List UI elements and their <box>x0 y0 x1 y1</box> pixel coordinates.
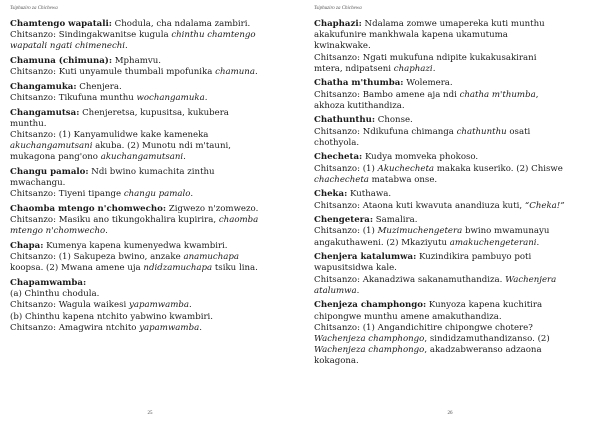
entry-chapa <box>10 241 286 275</box>
sense-b: (b) Chinthu kapena ntchito yabwino kwambiri. <box>10 311 214 322</box>
sense-a: (a) Chinthu chodula. <box>10 289 100 300</box>
headword: Cheka: <box>314 189 348 200</box>
example-text: angakuthaweni. (2) Mkaziyutu <box>314 237 450 248</box>
definition: Chodula, cha ndalama zambiri. <box>111 19 251 29</box>
example-text: . <box>199 322 202 333</box>
headword: Changamutsa: <box>10 107 80 118</box>
example-term: akuchangamutsani <box>10 141 93 152</box>
running-header: Tsiphuziro za Chichewa <box>314 6 362 11</box>
headword: Chengetera: <box>314 215 373 226</box>
definition: Ndalama zomwe umapereka kuti munthu <box>361 19 545 29</box>
entry-chaphazi <box>314 19 590 75</box>
headword: Chaomba mtengo n'chomwecho: <box>10 204 166 214</box>
example-text: akhoza kutithandiza. <box>314 100 405 111</box>
entry-cheka <box>314 189 590 211</box>
example-text: Chitsanzo: Tiyeni tipange <box>10 189 124 200</box>
example-term: Wachenjeza champhongo <box>314 334 425 345</box>
definition: Samalira. <box>373 215 418 226</box>
example-text: tsiku lina. <box>212 263 258 274</box>
headword: Chenjera katalumwa: <box>314 252 417 263</box>
entry-list <box>10 19 286 334</box>
example-text: koopsa. (2) Mwana amene uja <box>10 263 144 274</box>
example-text: Chitsanzo: Bambo amene aja ndi <box>314 89 460 100</box>
example-term: Akuchecheta <box>377 163 435 174</box>
running-header: Tsiphuziro za Chichewa <box>10 6 58 11</box>
headword: Chatha m'thumba: <box>314 78 404 89</box>
definition: wapusitsidwa kale. <box>314 263 397 274</box>
example-term: chinthu chamtengo <box>171 30 256 41</box>
example-text: Chitsanzo: Ndikufuna chimanga <box>314 126 457 137</box>
entry-chenjeza-champhongo <box>314 300 590 367</box>
entry-chapamwamba <box>10 278 286 334</box>
headword: Checheta: <box>314 152 363 163</box>
example-text: . <box>254 67 258 78</box>
definition: akakufunire mankhwala kapena ukamutuma <box>314 30 508 41</box>
example-term: chamuna <box>215 67 255 78</box>
definition: munthu. <box>10 118 47 129</box>
entry-changu-pamalo <box>10 167 286 201</box>
headword: Chamuna (chimuna): <box>10 56 113 66</box>
example-term: chaomba <box>218 215 259 226</box>
headword: Chapa: <box>10 241 44 251</box>
headword: Chaphazi: <box>314 19 362 29</box>
entry-chamtengo-wapatali <box>10 19 286 53</box>
example-term: yapamwamba <box>139 322 200 333</box>
definition: Kunyoza kapena kuchitira <box>426 300 543 311</box>
example-term: chathunthu <box>456 126 507 137</box>
example-term: akuchangamutsani <box>100 152 184 163</box>
definition: kwinakwake. <box>314 41 371 52</box>
definition: Zigwezo n'zomwezo. <box>166 204 259 214</box>
definition: Chenjeretsa, kupusitsa, kukubera <box>79 107 229 118</box>
example-text: Chitsanzo: Akanadziwa sakanamuthandiza. <box>314 274 506 285</box>
example-term: amakuchengeterani <box>449 237 537 248</box>
example-text: Chitsanzo: Wagula waikesi <box>10 300 129 311</box>
definition: Chenjera. <box>76 81 122 92</box>
example-term: Wachenjera <box>505 274 557 285</box>
example-text: Chitsanzo: (1) <box>314 226 378 237</box>
example-text: Chitsanzo: Masiku ano tikungokhalira kupirira, <box>10 215 219 226</box>
definition: Ndi bwino kumachita zinthu <box>88 167 215 177</box>
example-text: mukagona pang'ono <box>10 152 101 163</box>
definition: Chonse. <box>375 115 413 126</box>
example-text: , sindidzamuthandizanso. (2) <box>424 334 550 345</box>
example-term: ndidzamuchapa <box>143 263 213 274</box>
example-text: chothyola. <box>314 137 360 148</box>
entry-checheta <box>314 152 590 186</box>
definition: Kudya momveka phokoso. <box>362 152 479 163</box>
definition: Kuzindikira pambuyo poti <box>416 252 532 263</box>
example-term: Wachenjeza champhongo <box>314 345 425 356</box>
example-text: osati <box>506 126 531 137</box>
page-number: 26 <box>447 411 453 416</box>
example-text: . <box>189 300 192 311</box>
example-text: bwino mwamunayu <box>462 226 550 237</box>
example-text: . <box>190 189 194 200</box>
example-text: Chitsanzo: Ataona kuti kwavuta anandiuza kuti, <box>314 200 525 211</box>
example-text: Chitsanzo: (1) Angandichitire chipongwe chotere? <box>314 322 533 333</box>
example-text: Chitsanzo: Amagwira ntchito <box>10 322 140 333</box>
example-text: . <box>105 226 108 237</box>
entry-changamutsa <box>10 108 286 164</box>
example-text: Chitsanzo: Sindingakwanitse kugula <box>10 30 172 41</box>
headword: Chamtengo wapatali: <box>10 19 112 29</box>
example-text: , akadzabweranso adzaona <box>424 345 542 356</box>
example-term: atalumwa <box>314 285 357 296</box>
example-term: wochangamuka <box>136 93 205 103</box>
example-term: anamuchapa <box>183 252 240 263</box>
example-text: , <box>535 89 539 100</box>
headword: Chapamwamba: <box>10 278 87 288</box>
definition: Kuthawa. <box>347 189 392 200</box>
example-text: Chitsanzo: Ngati mukufuna ndipite kukakusakirani <box>314 52 537 63</box>
example-term: changu pamalo <box>123 189 191 200</box>
example-term: “Cheka!” <box>524 200 565 211</box>
example-text: . <box>432 63 436 74</box>
headword: Chenjeza champhongo: <box>314 300 427 311</box>
entry-chatha-mthumba <box>314 78 590 112</box>
right-page <box>300 0 600 424</box>
example-text: makaka kuseriko. (2) Chiswe <box>434 163 563 174</box>
example-text: mtera, ndipatseni <box>314 63 394 74</box>
example-text: Chitsanzo: (1) Sakupeza bwino, anzake <box>10 252 184 263</box>
page-number: 25 <box>147 411 153 416</box>
example-term: Muzimuchengetera <box>377 226 463 237</box>
definition: chipongwe munthu amene amakuthandiza. <box>314 311 502 322</box>
example-text: kokagona. <box>314 356 359 367</box>
entry-chamuna <box>10 56 286 78</box>
entry-list <box>314 19 590 368</box>
entry-changamuka <box>10 82 286 104</box>
example-term: chachecheta <box>314 174 369 185</box>
entry-chathunthu <box>314 115 590 149</box>
example-text: . <box>536 237 540 248</box>
example-text: . <box>356 285 360 296</box>
headword: Chathunthu: <box>314 115 376 126</box>
entry-chenjera-katalumwa <box>314 252 590 297</box>
headword: Changamuka: <box>10 81 77 92</box>
example-text: . <box>204 93 208 103</box>
example-text: . <box>183 152 186 163</box>
example-term: chatha m'thumba <box>459 89 536 100</box>
example-text: Chitsanzo: (1) <box>314 163 378 174</box>
example-text: matabwa onse. <box>368 174 438 185</box>
entry-chengetera <box>314 215 590 249</box>
example-text: Chitsanzo: (1) Kanyamulidwe kake kameneka <box>10 130 209 140</box>
headword: Changu pamalo: <box>10 167 89 177</box>
example-term: chaphazi <box>393 63 433 74</box>
definition: mwachangu. <box>10 178 66 189</box>
example-text: Chitsanzo: Kuti unyamule thumbali mpofunika <box>10 67 216 78</box>
example-term: wapatali ngati chimenechi. <box>10 41 128 52</box>
definition: Mphamvu. <box>112 56 161 66</box>
definition: Wolemera. <box>403 78 453 89</box>
entry-chaomba-mtengo <box>10 204 286 238</box>
example-text: Chitsanzo: Tikufuna munthu <box>10 93 137 103</box>
definition: Kumenya kapena kumenyedwa kwambiri. <box>43 241 228 251</box>
example-term: yapamwamba <box>128 300 189 311</box>
example-text: akuba. (2) Munotu ndi m'tauni, <box>92 141 231 152</box>
example-term: mtengo n'chomwecho <box>10 226 106 237</box>
